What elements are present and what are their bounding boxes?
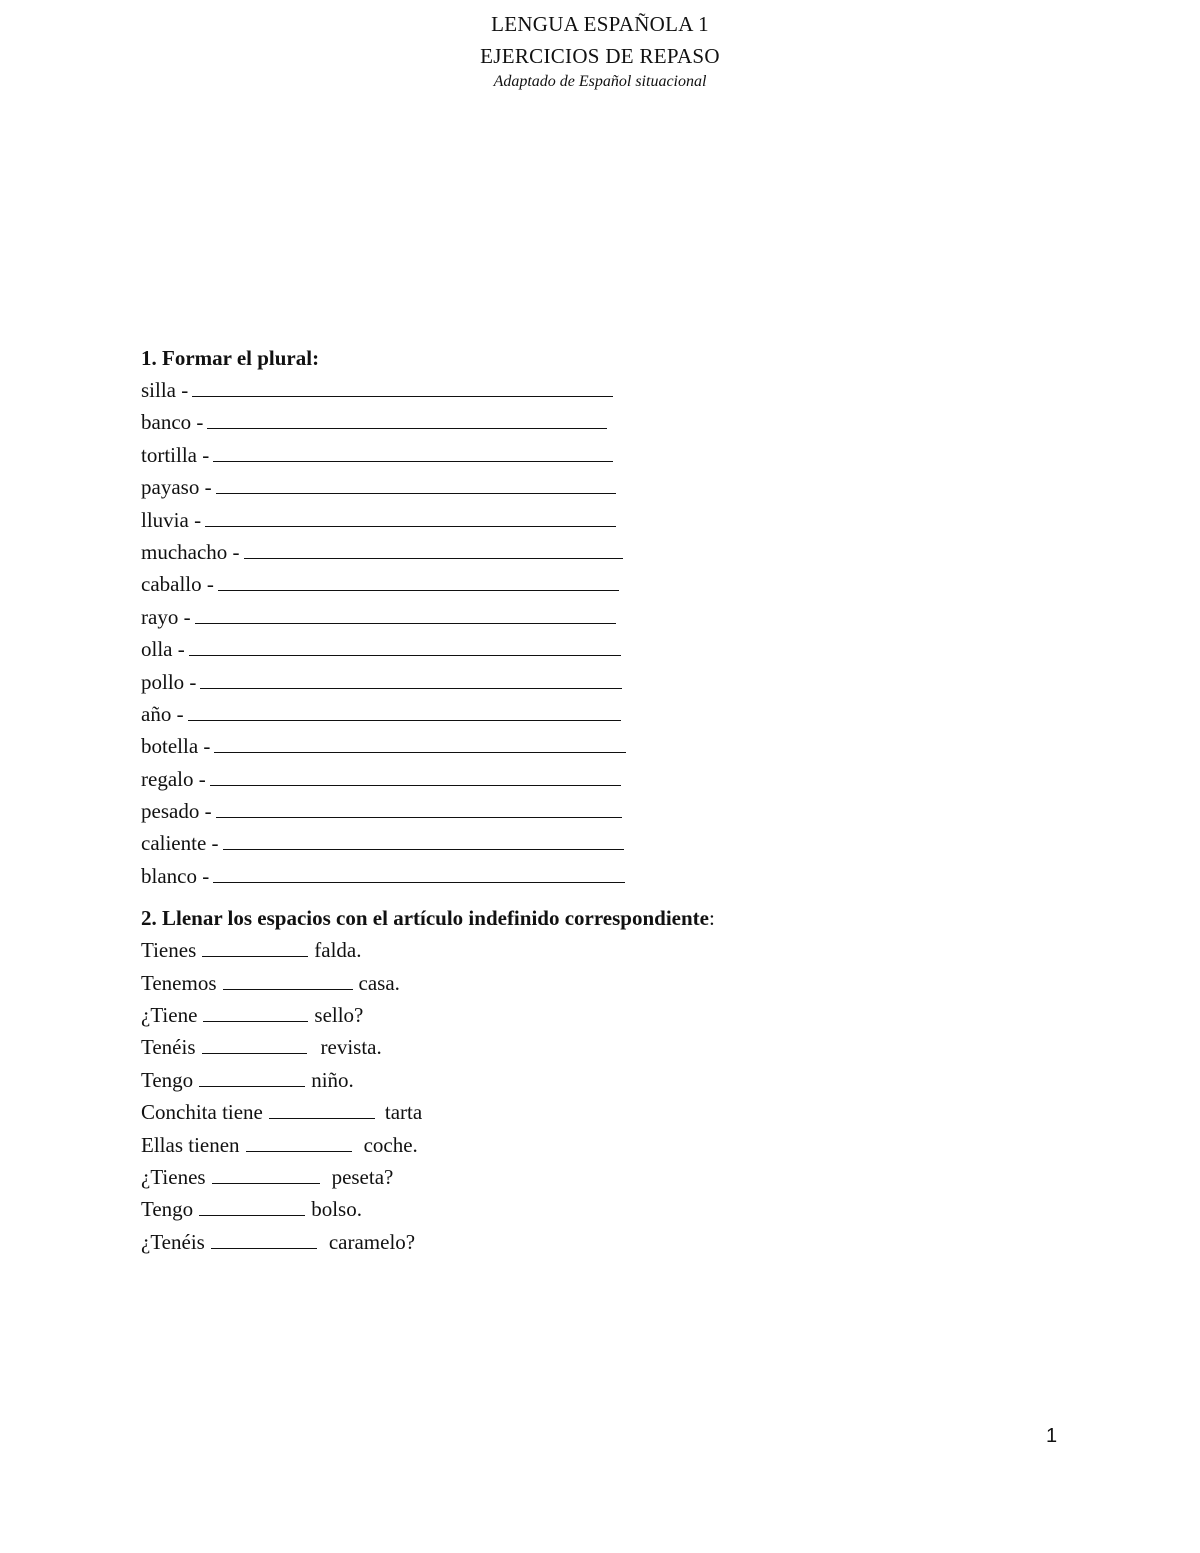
plural-word: rayo - <box>141 604 191 629</box>
document-title: LENGUA ESPAÑOLA 1 <box>491 12 709 36</box>
plural-word: pesado - <box>141 799 212 824</box>
sentence-end: caramelo? <box>328 1229 416 1254</box>
sentence-start: Tengo <box>141 1197 194 1222</box>
sentence-start: ¿Tienes <box>141 1164 206 1189</box>
answer-blank[interactable] <box>216 475 616 494</box>
sentence-start: Tenéis <box>141 1035 196 1060</box>
sentence-end: falda. <box>314 938 362 963</box>
plural-word: blanco - <box>141 863 210 888</box>
plural-item <box>141 471 1041 503</box>
sentence-start: ¿Tenéis <box>141 1229 205 1254</box>
exercise-2-title-text: 2. Llenar los espacios con el artículo indefinido correspondiente <box>141 906 709 931</box>
plural-word: caballo - <box>141 572 214 597</box>
article-blank[interactable] <box>199 1197 305 1216</box>
answer-blank[interactable] <box>207 410 607 429</box>
exercise-2-section <box>141 902 1041 1258</box>
plural-word: pollo - <box>141 669 197 694</box>
plural-item <box>141 439 1041 471</box>
exercise-2-title <box>141 902 1041 934</box>
plural-item <box>141 827 1041 859</box>
sentence-start: Tengo <box>141 1067 194 1092</box>
exercises-body <box>141 342 1041 1258</box>
plural-item <box>141 568 1041 600</box>
answer-blank[interactable] <box>188 702 621 721</box>
answer-blank[interactable] <box>216 799 622 818</box>
plural-item <box>141 860 1041 892</box>
answer-blank[interactable] <box>210 767 621 786</box>
plural-item <box>141 763 1041 795</box>
answer-blank[interactable] <box>213 443 613 462</box>
answer-blank[interactable] <box>200 670 622 689</box>
sentence-end: niño. <box>311 1067 354 1092</box>
sentence-end: sello? <box>314 1003 364 1028</box>
sentence-end: casa. <box>358 970 400 995</box>
article-item <box>141 1064 1041 1096</box>
answer-blank[interactable] <box>218 572 619 591</box>
document-header <box>0 8 1200 94</box>
answer-blank[interactable] <box>192 378 613 397</box>
plural-item <box>141 504 1041 536</box>
plural-item <box>141 730 1041 762</box>
article-item <box>141 967 1041 999</box>
plural-item <box>141 374 1041 406</box>
answer-blank[interactable] <box>189 637 621 656</box>
plural-word: tortilla - <box>141 442 210 467</box>
plural-item <box>141 406 1041 438</box>
article-blank[interactable] <box>223 971 353 990</box>
answer-blank[interactable] <box>223 831 624 850</box>
exercise-1-section <box>141 342 1041 892</box>
article-item <box>141 1129 1041 1161</box>
article-item <box>141 1096 1041 1128</box>
article-item <box>141 1193 1041 1225</box>
sentence-start: Conchita tiene <box>141 1100 263 1125</box>
article-item <box>141 934 1041 966</box>
answer-blank[interactable] <box>195 605 616 624</box>
sentence-start: Tenemos <box>141 970 217 995</box>
answer-blank[interactable] <box>214 734 626 753</box>
article-blank[interactable] <box>211 1230 317 1249</box>
answer-blank[interactable] <box>205 508 616 527</box>
article-blank[interactable] <box>202 1035 307 1054</box>
document-subtitle: EJERCICIOS DE REPASO <box>480 44 720 68</box>
sentence-start: Ellas tienen <box>141 1132 240 1157</box>
sentence-start: Tienes <box>141 938 197 963</box>
sentence-end: tarta <box>384 1100 423 1125</box>
plural-word: olla - <box>141 637 185 662</box>
page-number: 1 <box>1046 1425 1058 1447</box>
plural-item <box>141 536 1041 568</box>
exercise-2-title-colon: : <box>708 906 715 931</box>
answer-blank[interactable] <box>213 864 625 883</box>
plural-word: año - <box>141 701 184 726</box>
plural-word: muchacho - <box>141 539 240 564</box>
plural-word: lluvia - <box>141 507 202 532</box>
sentence-start: ¿Tiene <box>141 1003 198 1028</box>
plural-word: silla - <box>141 378 189 402</box>
plural-word: payaso - <box>141 475 212 500</box>
article-blank[interactable] <box>269 1100 375 1119</box>
article-item <box>141 999 1041 1031</box>
article-item <box>141 1161 1041 1193</box>
article-item <box>141 1031 1041 1063</box>
exercise-1-list <box>141 374 1041 892</box>
document-source: Adaptado de Español situacional <box>493 73 707 90</box>
article-blank[interactable] <box>203 1003 308 1022</box>
plural-item <box>141 633 1041 665</box>
plural-item <box>141 795 1041 827</box>
article-blank[interactable] <box>199 1068 305 1087</box>
sentence-end: coche. <box>363 1132 418 1157</box>
sentence-end: revista. <box>320 1035 382 1060</box>
sentence-end: peseta? <box>331 1164 394 1189</box>
article-blank[interactable] <box>202 938 308 957</box>
plural-word: regalo - <box>141 766 206 791</box>
sentence-end: bolso. <box>311 1197 362 1222</box>
plural-item <box>141 666 1041 698</box>
plural-item <box>141 698 1041 730</box>
plural-word: caliente - <box>141 831 219 856</box>
plural-item <box>141 601 1041 633</box>
article-blank[interactable] <box>246 1133 352 1152</box>
plural-word: botella - <box>141 734 211 759</box>
article-blank[interactable] <box>212 1165 320 1184</box>
article-item <box>141 1226 1041 1258</box>
plural-word: banco - <box>141 410 204 435</box>
exercise-1-title: 1. Formar el plural: <box>141 346 320 370</box>
answer-blank[interactable] <box>244 540 623 559</box>
exercise-2-list <box>141 934 1041 1258</box>
